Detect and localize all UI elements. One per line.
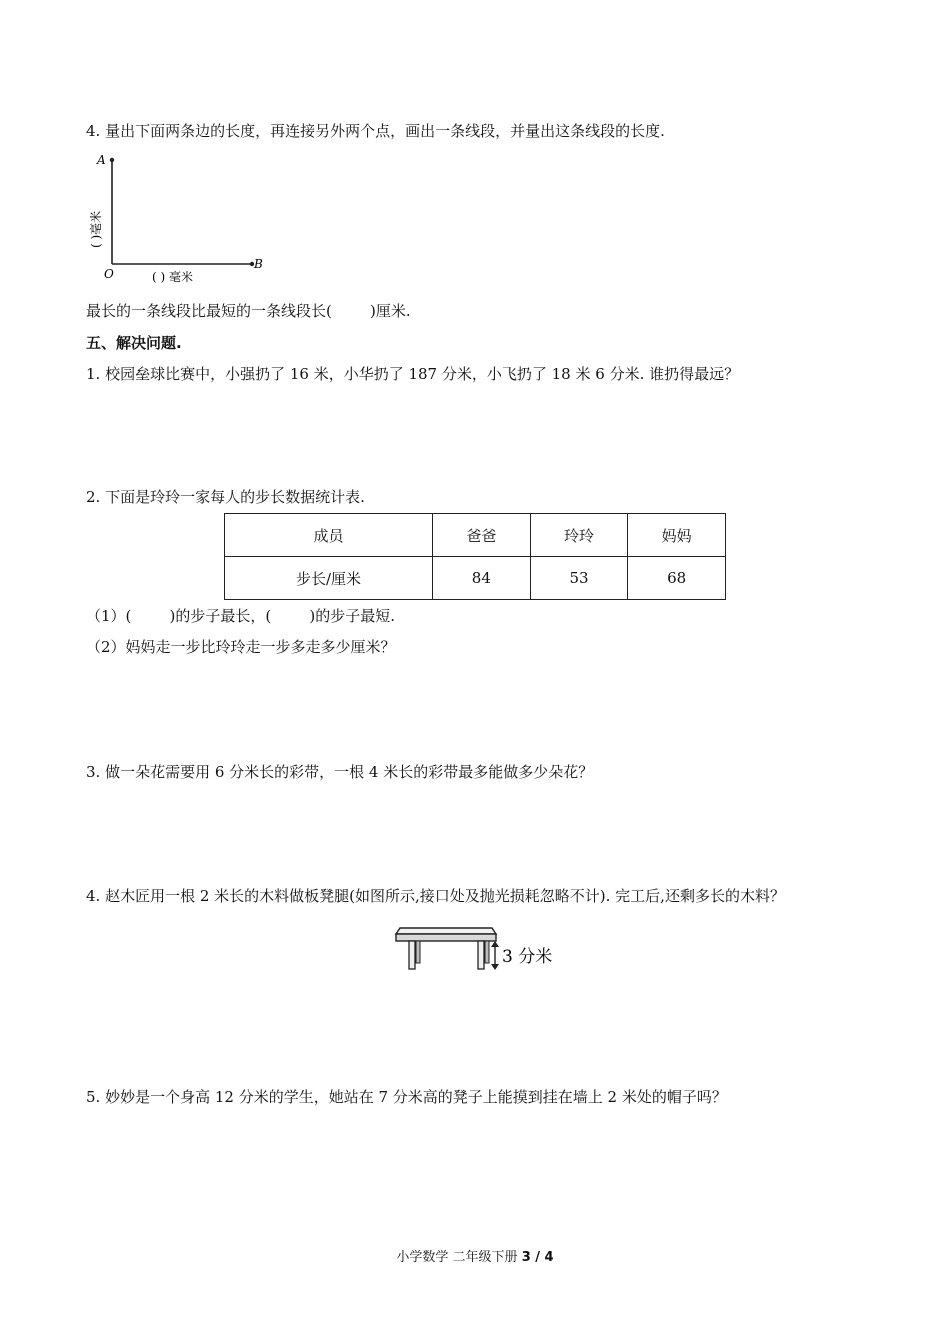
problem-2-sub-1: （1）( )的步子最长，( )的步子最短. <box>86 607 396 625</box>
table-cell: 53 <box>530 557 628 600</box>
horizontal-length-label: ( ) 毫米 <box>152 270 193 284</box>
table-cell: 84 <box>433 557 531 600</box>
bench-seat-edge <box>396 934 496 941</box>
label-o: O <box>104 267 114 281</box>
table-cell: 爸爸 <box>433 514 531 557</box>
table-cell: 玲玲 <box>530 514 628 557</box>
section-title: 五、解决问题. <box>86 334 182 352</box>
label-b: B <box>254 257 263 271</box>
q4-measure-conclusion: 最长的一条线段比最短的一条线段长( )厘米. <box>86 302 411 320</box>
bench-leg-left-back <box>416 941 420 963</box>
q4-measure-prompt: 4. 量出下面两条边的长度，再连接另外两个点，画出一条线段，并量出这条线段的长度. <box>86 122 665 140</box>
problem-1: 1. 校园垒球比赛中，小强扔了 16 米，小华扔了 187 分米，小飞扔了 18 米 6 分米. 谁扔得最远？ <box>86 365 740 383</box>
right-angle-figure <box>89 150 272 290</box>
vertical-length-label: ( )毫米 <box>89 210 103 248</box>
bench-leg-right-back <box>485 941 489 963</box>
bench-leg-right <box>478 941 484 969</box>
bench-seat <box>396 928 496 934</box>
table-cell: 68 <box>628 557 726 600</box>
problem-2-prompt: 2. 下面是玲玲一家每人的步长数据统计表. <box>86 488 365 506</box>
table-header-row <box>225 514 726 557</box>
problem-5: 5. 妙妙是一个身高 12 分米的学生，她站在 7 分米高的凳子上能摸到挂在墙上 2 米处的帽子吗？ <box>86 1088 727 1106</box>
bench-leg-left <box>409 941 415 969</box>
bench-height-label: 3 分米 <box>502 947 553 967</box>
table-row <box>225 557 726 600</box>
problem-3: 3. 做一朵花需要用 6 分米长的彩带，一根 4 米长的彩带最多能做多少朵花？ <box>86 763 594 781</box>
point-a <box>110 158 114 162</box>
table-cell: 步长/厘米 <box>225 557 433 600</box>
page-footer <box>0 1246 950 1265</box>
footer-text: 小学数学 二年级下册 <box>396 1250 522 1265</box>
arrow-up-icon <box>491 941 499 947</box>
label-a: A <box>97 153 106 167</box>
step-length-table <box>224 513 726 600</box>
problem-2-sub-2: （2）妈妈走一步比玲玲走一步多走多少厘米？ <box>86 638 396 656</box>
bench-figure <box>392 922 572 978</box>
table-cell: 成员 <box>225 514 433 557</box>
arrow-down-icon <box>491 964 499 970</box>
table-cell: 妈妈 <box>628 514 726 557</box>
problem-4-prompt: 4. 赵木匠用一根 2 米长的木料做板凳腿(如图所示,接口处及抛光损耗忽略不计). 完工后,还剩多长的木料？ <box>86 887 785 905</box>
page-number: 3 / 4 <box>521 1250 554 1265</box>
